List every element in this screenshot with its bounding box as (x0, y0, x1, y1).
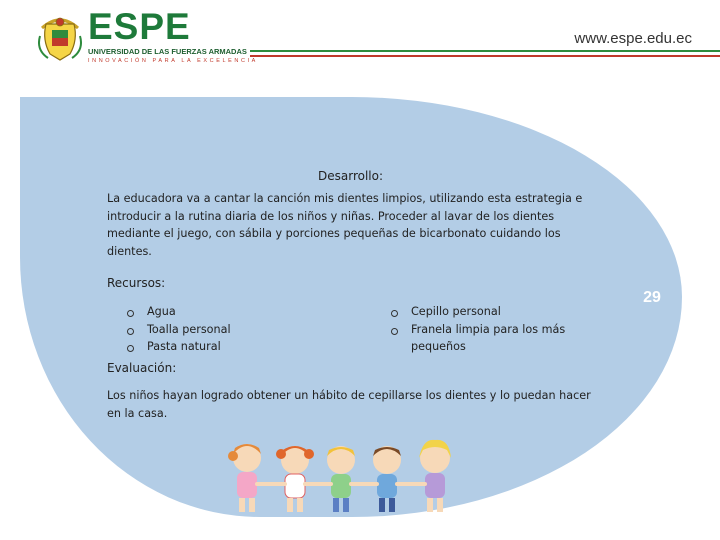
page-number: 29 (643, 289, 661, 306)
brand-name: ESPE (88, 6, 191, 47)
list-item: Pasta natural (107, 338, 337, 356)
evaluacion-text: Los niños hayan logrado obtener un hábito de cepillarse los dientes y lo puedan hacer en la casa. (107, 389, 591, 420)
university-name: UNIVERSIDAD DE LAS FUERZAS ARMADAS (88, 47, 247, 56)
website-url[interactable]: www.espe.edu.ec (574, 30, 692, 47)
recursos-list-left (107, 303, 337, 356)
list-item: Franela limpia para los más pequeños (389, 321, 584, 356)
list-item: Cepillo personal (389, 303, 584, 321)
desarrollo-title: Desarrollo: (318, 169, 384, 183)
brand-block (88, 8, 258, 64)
header-rule-red (250, 55, 720, 57)
header-rule-green (250, 50, 720, 52)
recursos-title: Recursos: (107, 276, 166, 290)
espe-seal-icon (38, 10, 82, 64)
children-illustration (225, 430, 465, 516)
desarrollo-text: La educadora va a cantar la canción mis dientes limpios, utilizando esta estrategia e introducir a la rutina diaria de los niños y niñas. Proceder al lavar de los dientes mediante el juego, con sábila y porciones pequeñas de bicarbonato cuidando los dientes. (107, 192, 583, 258)
child-figure (276, 446, 314, 512)
list-item: Toalla personal (107, 321, 337, 339)
brand-tagline: INNOVACIÓN PARA LA EXCELENCIA (88, 58, 258, 64)
child-figure (228, 444, 261, 512)
child-figure (327, 446, 355, 512)
page-header (0, 0, 720, 70)
recursos-list-right (389, 303, 584, 356)
list-item: Agua (107, 303, 337, 321)
evaluacion-title: Evaluación: (107, 361, 177, 375)
child-figure (373, 446, 401, 512)
child-figure (419, 440, 451, 512)
